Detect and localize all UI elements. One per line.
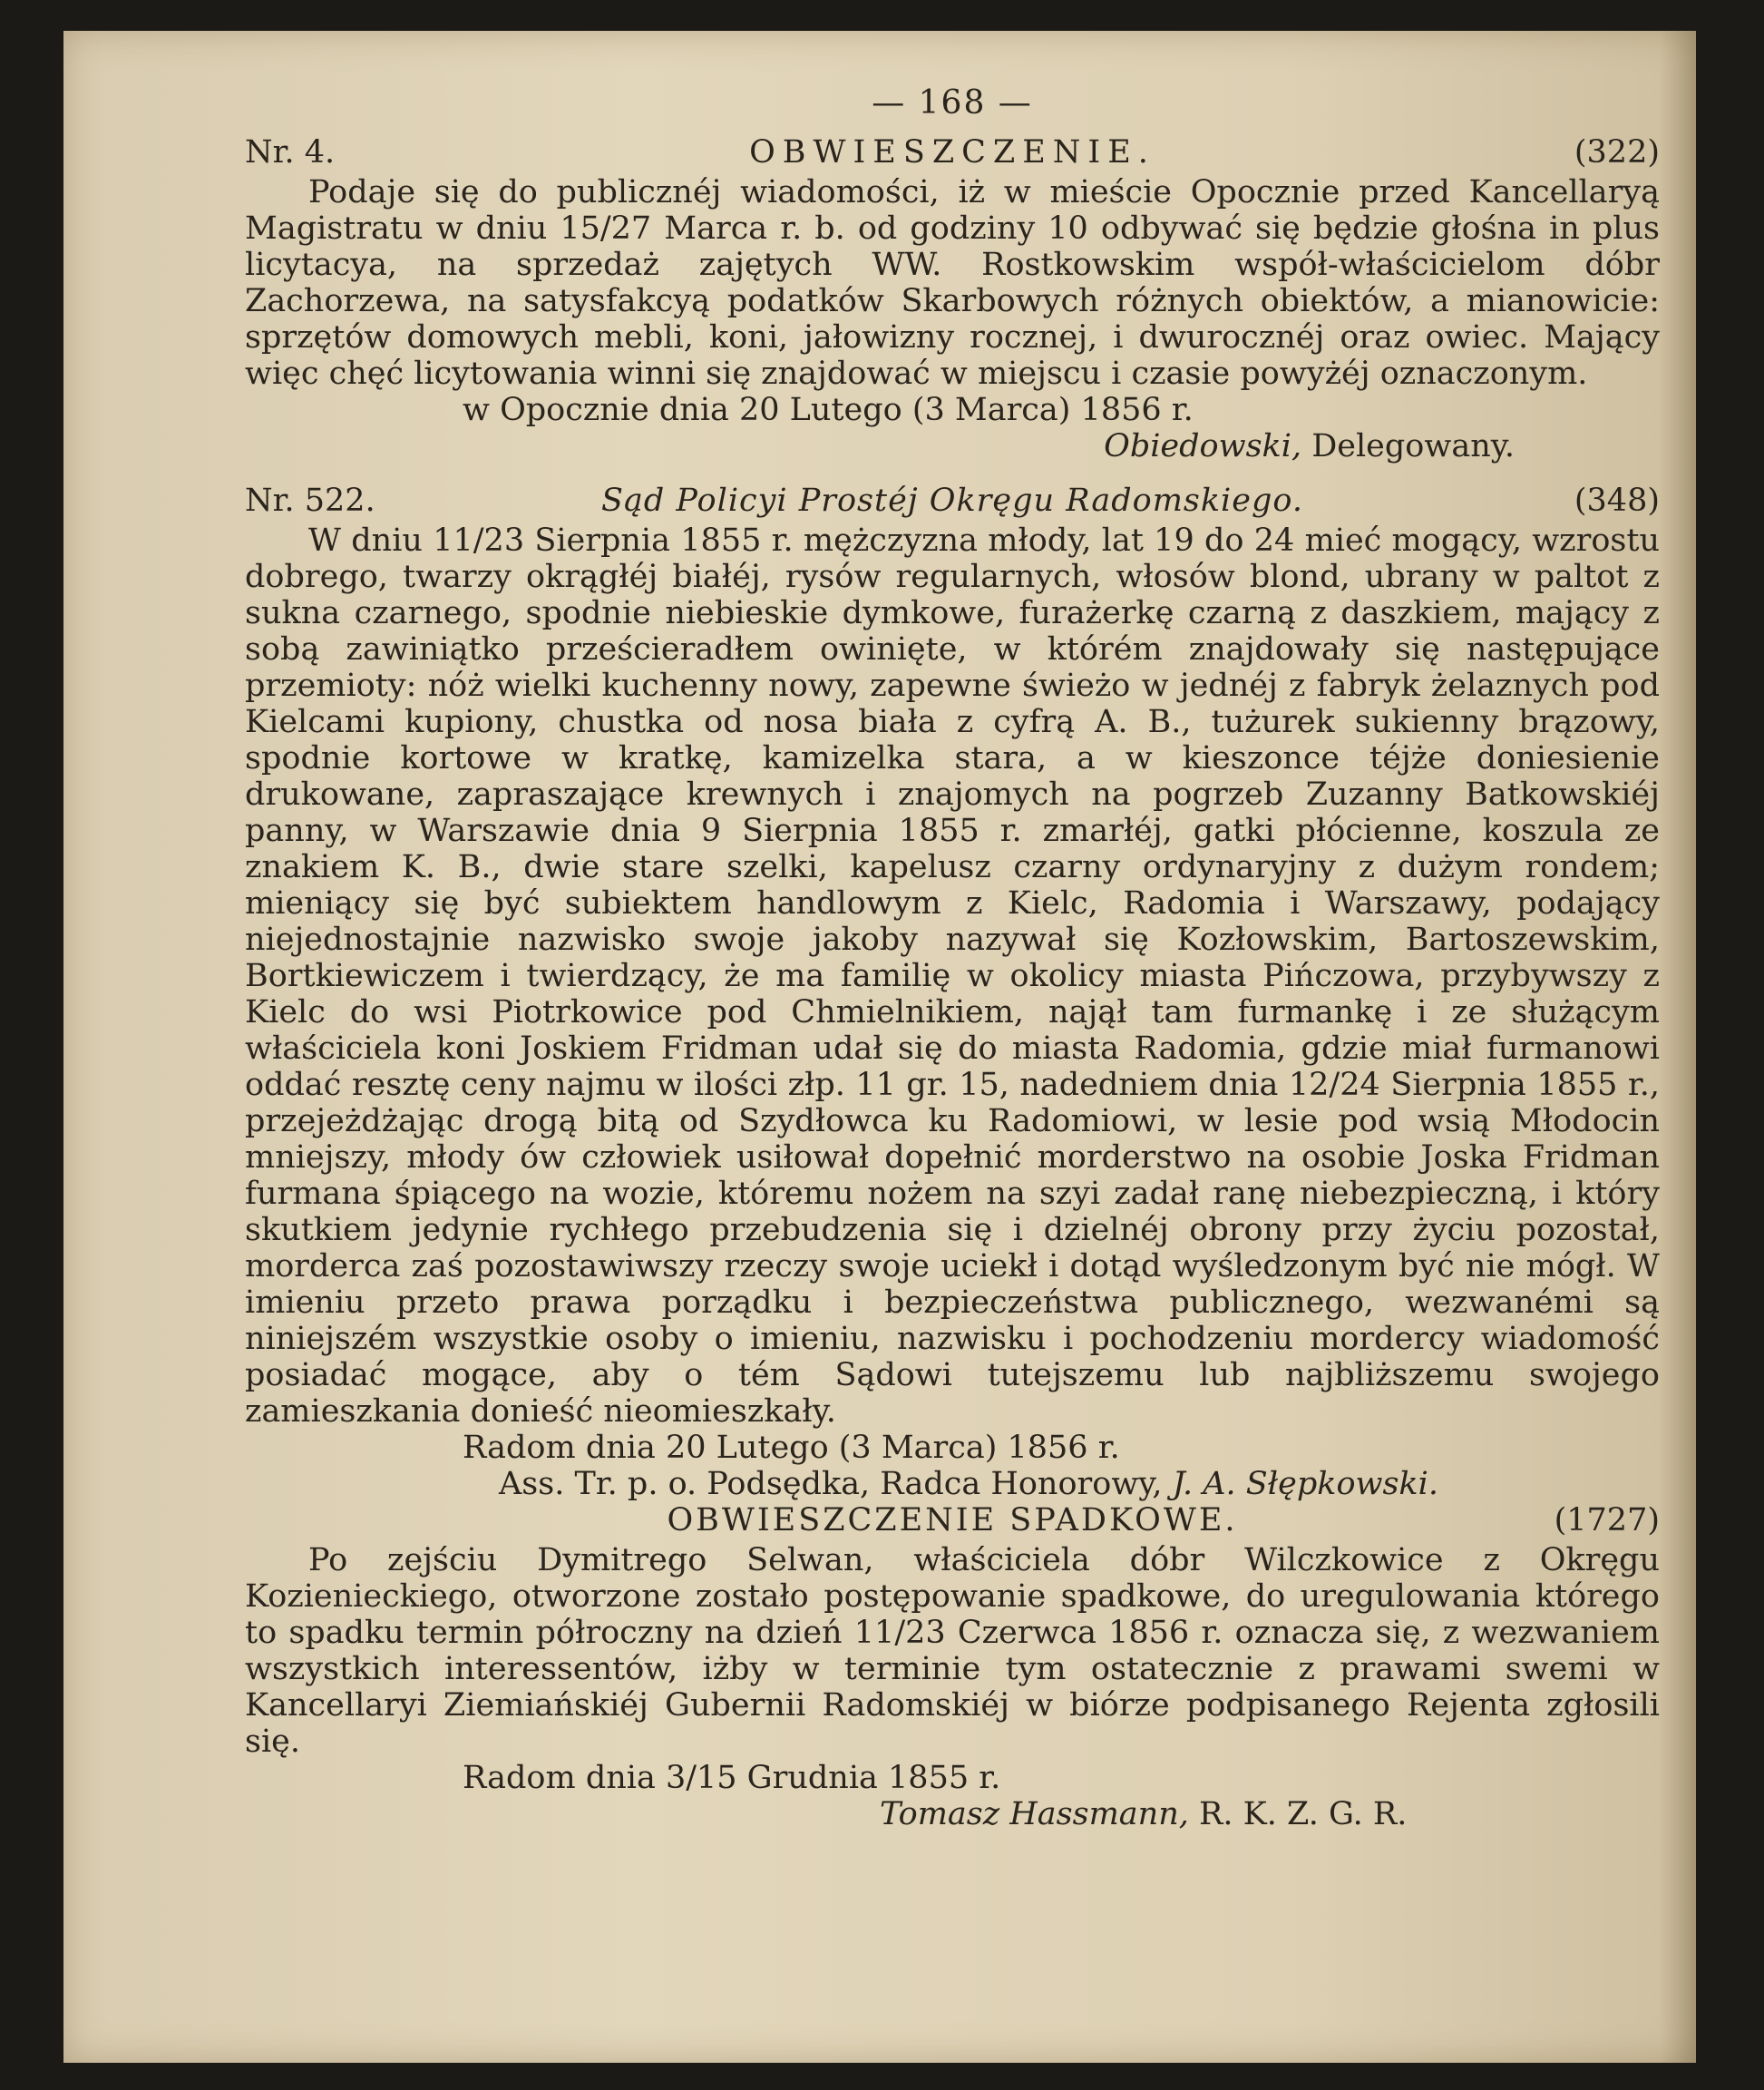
notice-header — [245, 483, 1660, 522]
notice-reference: (322) — [1574, 134, 1660, 171]
signer-name: Obiedowski, — [1104, 428, 1302, 464]
notice-signature — [880, 1796, 1660, 1832]
notice-police-court — [245, 483, 1660, 1502]
signer-title: R. K. Z. G. R. — [1199, 1796, 1408, 1832]
notice-header — [245, 134, 1660, 174]
notice-inheritance — [245, 1502, 1660, 1832]
signer-name: Tomasz Hassmann, — [880, 1796, 1189, 1832]
notice-signature — [245, 428, 1660, 464]
notice-auction — [245, 134, 1660, 464]
notice-reference: (348) — [1574, 483, 1660, 519]
page-number: — 168 — — [872, 84, 1033, 122]
signer-role: Delegowany. — [1311, 428, 1515, 464]
notice-body: W dniu 11/23 Sierpnia 1855 r. mężczyzna młody, lat 19 do 24 mieć mogący, wzrostu dobrego, twarzy okrągłéj białéj, rysów regularnych, włosów blond, ubrany w paltot z sukna czarnego, spodnie niebieskie dymkowe, furażerkę czarną z daszkiem, mający z sobą zawiniątko prześcieradłem owinięte, w którém znajdowały się następujące przemioty: nóż wielki kuchenny nowy, zapewne świeżo w jednéj z fabryk żelaznych pod Kielcami kupiony, chustka od nosa biała z cyfrą A. B., tużurek sukienny brązowy, spodnie kortowe w kratkę, kamizelka stara, a w kieszonce téjże doniesienie drukowane, zapraszające krewnych i znajomych na pogrzeb Zuzanny Batkowskiéj panny, w Warszawie dnia 9 Sierpnia 1855 r. zmarłéj, gatki płócienne, koszula ze znakiem K. B., dwie stare szelki, kapelusz czarny ordynaryjny z dużym rondem; mieniący się być subiektem handlowym z Kielc, Radomia i Warszawy, podający niejednostajnie nazwisko swoje jakoby nazywał się Kozłowskim, Bartoszewskim, Bortkiewiczem i twierdzący, że ma familię w okolicy miasta Pińczowa, przybywszy z Kielc do wsi Piotrkowice pod Chmielnikiem, najął tam furmankę i ze służącym właściciela koni Joskiem Fridman udał się do miasta Radomia, gdzie miał furmanowi oddać resztę ceny najmu w ilości złp. 11 gr. 15, nadedniem dnia 12/24 Sierpnia 1855 r., przejeżdżając drogą bitą od Szydłowca ku Radomiowi, w lesie pod wsią Młodocin mniejszy, młody ów człowiek usiłował dopełnić morderstwo na osobie Joska Fridman furmana śpiącego na wozie, któremu nożem na szyi zadał ranę niebezpieczną, i który skutkiem jedynie rychłego przebudzenia się i dzielnéj obrony przy życiu pozostał, morderca zaś pozostawiwszy rzeczy swoje uciekł i dotąd wyśledzonym być nie mógł. W imieniu przeto prawa porządku i bezpieczeństwa publicznego, wezwanémi są niniejszém wszystkie osoby o imieniu, nazwisku i pochodzeniu mordercy wiadomość posiadać mogące, aby o tém Sądowi tutejszemu lub najbliższemu swojego zamieszkania donieść nieomieszkały. — [245, 522, 1660, 1430]
newspaper-page — [63, 31, 1696, 2063]
notice-body: Po zejściu Dymitrego Selwan, właściciela dóbr Wilczkowice z Okręgu Kozienieckiego, otworzone zostało postępowanie spadkowe, do uregulowania którego to spadku termin półroczny na dzień 11/23 Czerwca 1856 r. oznacza się, z wezwaniem wszystkich interessentów, iżby w terminie tym ostatecznie z prawami swemi w Kancellaryi Ziemiańskiéj Gubernii Radomskiéj w biórze podpisanego Rejenta zgłosili się. — [245, 1542, 1660, 1760]
signer-title: Ass. Tr. p. o. Podsędka, Radca Honorowy, — [499, 1466, 1163, 1502]
signer-name: J. A. Słępkowski. — [1172, 1466, 1438, 1502]
notice-number: Nr. 4. — [245, 134, 336, 171]
notice-signature — [499, 1466, 1660, 1502]
notice-title: OBWIESZCZENIE. — [749, 134, 1155, 171]
notice-title: Sąd Policyi Prostéj Okręgu Radomskiego. — [601, 483, 1303, 519]
notice-title: OBWIESZCZENIE SPADKOWE. — [667, 1502, 1238, 1538]
notice-place-date: Radom dnia 3/15 Grudnia 1855 r. — [463, 1760, 1001, 1796]
page-text — [245, 85, 1660, 1832]
notice-body: Podaje się do publicznéj wiadomości, iż w mieście Opocznie przed Kancellaryą Magistratu w dniu 15/27 Marca r. b. od godziny 10 odbywać się będzie głośna in plus licytacya, na sprzedaż zajętych WW. Rostkowskim współ-właścicielom dóbr Zachorzewa, na satysfakcyą podatków Skarbowych różnych obiektów, a mianowicie: sprzętów domowych mebli, koni, jałowizny rocznej, i dwurocznéj oraz owiec. Mający więc chęć licytowania winni się znajdować w miejscu i czasie powyżéj oznaczonym. — [245, 174, 1660, 392]
notice-number: Nr. 522. — [245, 483, 375, 519]
notice-reference: (1727) — [1554, 1502, 1660, 1538]
notice-header — [245, 1502, 1660, 1542]
notice-place-date: w Opocznie dnia 20 Lutego (3 Marca) 1856 r. — [463, 392, 1194, 428]
notice-place-date: Radom dnia 20 Lutego (3 Marca) 1856 r. — [463, 1430, 1120, 1466]
